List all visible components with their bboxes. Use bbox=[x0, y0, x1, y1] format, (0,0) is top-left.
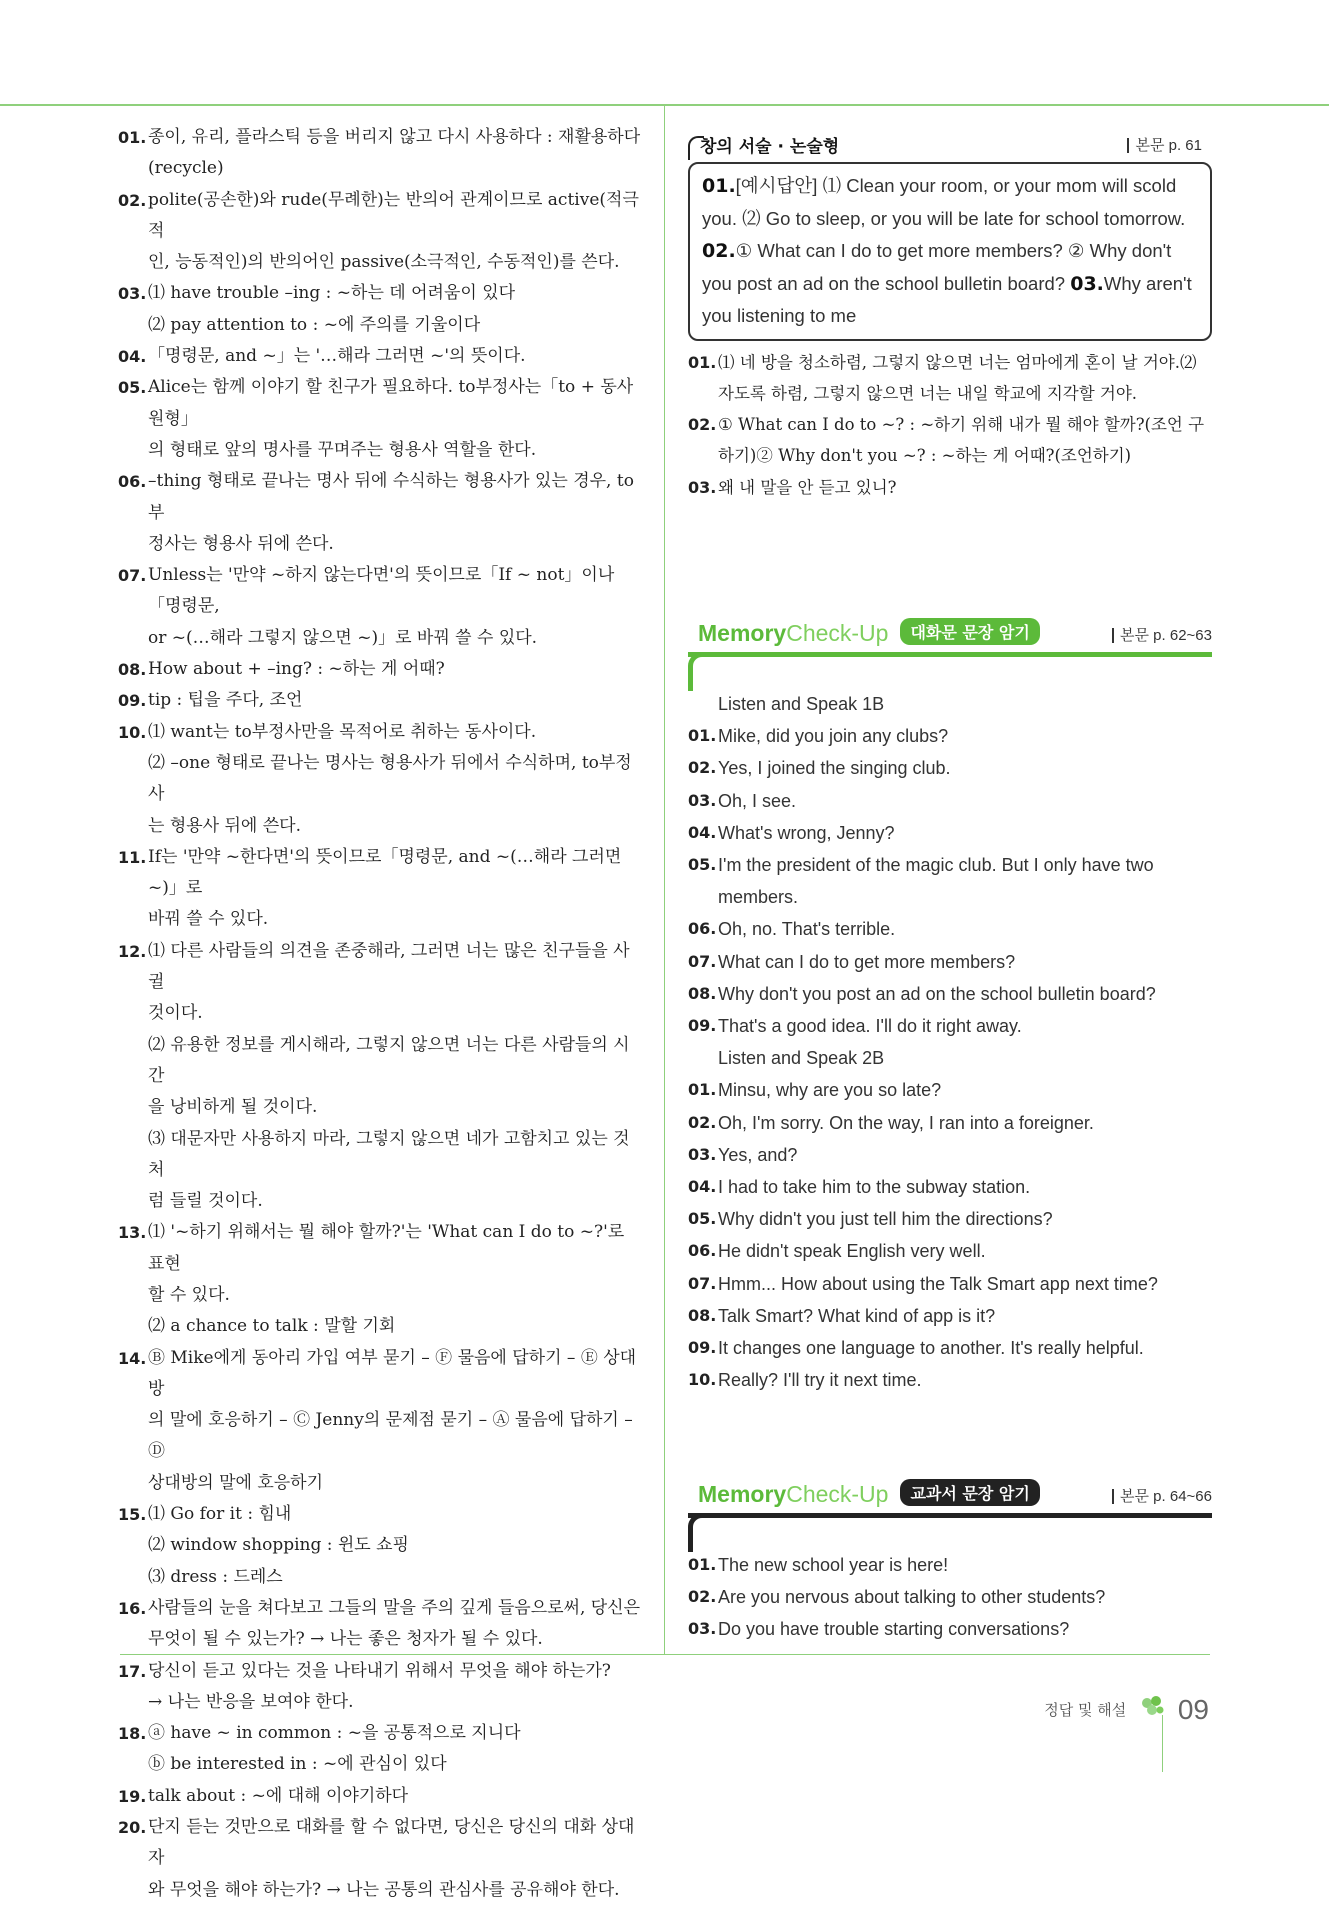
memory-header bbox=[688, 1471, 1212, 1527]
sentence-row bbox=[688, 785, 1212, 817]
sentence-text: I had to take him to the subway station. bbox=[718, 1177, 1031, 1198]
sentence-number: 04. bbox=[688, 822, 717, 842]
sentence-number: 06. bbox=[688, 1241, 717, 1261]
memory-pill: 대화문 문장 암기 bbox=[900, 618, 1039, 645]
answer-number: 03. bbox=[688, 477, 717, 497]
column-divider bbox=[664, 106, 665, 1654]
answer-item bbox=[118, 1217, 644, 1342]
sentence-number: 03. bbox=[688, 1619, 717, 1639]
answer-number: 07. bbox=[118, 566, 147, 586]
answer-line: → 나는 반응을 보여야 한다. bbox=[148, 1691, 354, 1712]
model-answer-box bbox=[688, 162, 1212, 341]
page-footer bbox=[1044, 1694, 1209, 1726]
answer-number: 08. bbox=[118, 660, 147, 680]
answer-line: 와 무엇을 해야 하는가? → 나는 공통의 관심사를 공유해야 한다. bbox=[148, 1879, 620, 1900]
answer-text: [예시답안] ⑴ Clean your room, or your mom will scold you. ⑵ Go to sleep, or you will be late for school tomorrow. bbox=[702, 175, 1186, 229]
answer-item bbox=[118, 1593, 644, 1656]
sentence-text: The new school year is here! bbox=[718, 1555, 949, 1575]
memory-hook bbox=[688, 1513, 705, 1552]
answer-line: –thing 형태로 끝나는 명사 뒤에 수식하는 형용사가 있는 경우, to부 bbox=[148, 471, 634, 523]
answer-line: 「명령문, and ~」는 '…해라 그러면 ~'의 뜻이다. bbox=[148, 346, 526, 367]
answer-line: ⑵ 자도록 하렴, 그렇지 않으면 너는 내일 학교에 지각할 거야. bbox=[718, 352, 1197, 403]
answer-number: 06. bbox=[118, 472, 147, 492]
sentence-text: Oh, no. That's terrible. bbox=[718, 919, 896, 940]
answer-line: ⑶ dress : 드레스 bbox=[148, 1566, 283, 1587]
sentence-text: Why don't you post an ad on the school bulletin board? bbox=[718, 983, 1156, 1004]
answer-line: 기) bbox=[733, 446, 757, 466]
answer-item bbox=[118, 341, 644, 372]
answer-line: or ~(…해라 그렇지 않으면 ~)」로 바꿔 쓸 수 있다. bbox=[148, 627, 538, 648]
answer-line: ⑴ 다른 사람들의 의견을 존중해라, 그러면 너는 많은 친구들을 사귈 bbox=[148, 940, 630, 993]
sentence-number: 08. bbox=[688, 1305, 717, 1325]
answer-number: 14. bbox=[118, 1348, 147, 1368]
answer-line: 의 말에 호응하기 – Ⓒ Jenny의 문제점 묻기 – Ⓐ 물음에 답하기 – Ⓓ bbox=[148, 1410, 633, 1462]
answer-number: 10. bbox=[118, 722, 147, 742]
sentence-row bbox=[688, 1074, 1212, 1106]
box-notes bbox=[688, 347, 1212, 503]
sentence-number: 02. bbox=[688, 1587, 717, 1607]
sentence-row bbox=[688, 1364, 1212, 1396]
sentence-row bbox=[688, 1332, 1212, 1364]
memory-list bbox=[688, 688, 1212, 1396]
answer-number: 05. bbox=[118, 378, 147, 398]
answer-line: ② Why don't you ~? : ~하는 게 어때?(조언하기) bbox=[756, 446, 1132, 466]
memory-checkup-textbook bbox=[688, 1471, 1212, 1646]
sentence-row bbox=[688, 720, 1212, 752]
memory-checkup-dialogue bbox=[688, 610, 1212, 1396]
answer-number: 18. bbox=[118, 1724, 147, 1744]
answer-line: talk about : ~에 대해 이야기하다 bbox=[148, 1785, 409, 1806]
answer-item bbox=[118, 1781, 644, 1812]
sentence-number: 02. bbox=[688, 1112, 717, 1132]
answer-line: ⓐ have ~ in common : ~을 공통적으로 지니다 bbox=[148, 1723, 521, 1744]
answer-line: ⑵ –one 형태로 끝나는 명사는 형용사가 뒤에서 수식하며, to부정사 bbox=[148, 752, 632, 805]
answer-line: 할 수 있다. bbox=[148, 1284, 230, 1305]
answer-line: 의 형태로 앞의 명사를 꾸며주는 형용사 역할을 한다. bbox=[148, 439, 537, 460]
sentence-number: 05. bbox=[688, 1209, 717, 1229]
answer-item bbox=[118, 122, 644, 185]
answer-line: 바꿔 쓸 수 있다. bbox=[148, 909, 269, 930]
sentence-row bbox=[688, 1613, 1212, 1645]
sentence-number: 10. bbox=[688, 1370, 717, 1390]
answer-number: 16. bbox=[118, 1598, 147, 1618]
sentence-number: 02. bbox=[688, 758, 717, 778]
answer-item bbox=[118, 372, 644, 466]
sentence-text: What can I do to get more members? bbox=[718, 951, 1016, 972]
answer-line: ⑵ 유용한 정보를 게시해라, 그렇지 않으면 너는 다른 사람들의 시간 bbox=[148, 1034, 630, 1086]
answer-number: 02. bbox=[118, 190, 147, 210]
page-number: 09 bbox=[1177, 1694, 1209, 1725]
memory-list bbox=[688, 1549, 1212, 1646]
answer-number: 11. bbox=[118, 847, 147, 867]
answer-line: tip : 팁을 주다, 조언 bbox=[148, 690, 303, 711]
sentence-row bbox=[688, 1010, 1212, 1042]
answer-line: ⑴ Go for it : 힘내 bbox=[148, 1504, 292, 1525]
answer-number: 20. bbox=[118, 1818, 147, 1838]
answer-item bbox=[118, 654, 644, 685]
sentence-text: It changes one language to another. It's really helpful. bbox=[718, 1338, 1144, 1359]
sentence-number: 05. bbox=[688, 855, 717, 875]
answer-item bbox=[118, 1499, 644, 1593]
sentence-row bbox=[688, 1171, 1212, 1203]
sentence-number: 07. bbox=[688, 1273, 717, 1293]
answer-line: 당신이 듣고 있다는 것을 나타내기 위해서 무엇을 해야 하는가? bbox=[148, 1660, 611, 1681]
sentence-row bbox=[688, 1139, 1212, 1171]
sentence-number: 01. bbox=[688, 1080, 717, 1100]
answer-item bbox=[118, 466, 644, 560]
memory-hook bbox=[688, 652, 705, 691]
sentence-text: Really? I'll try it next time. bbox=[718, 1370, 922, 1391]
sentence-text: Hmm... How about using the Talk Smart app next time? bbox=[718, 1273, 1158, 1294]
sentence-row bbox=[688, 1235, 1212, 1267]
answer-line: 무엇이 될 수 있는가? → 나는 좋은 청자가 될 수 있다. bbox=[148, 1629, 543, 1650]
answer-line: (recycle) bbox=[148, 158, 224, 179]
answer-line: 럼 들릴 것이다. bbox=[148, 1191, 263, 1212]
sentence-text: Minsu, why are you so late? bbox=[718, 1080, 942, 1101]
memory-logo-light: Check-Up bbox=[786, 620, 889, 646]
answer-number: 09. bbox=[118, 691, 147, 711]
answer-number: 01. bbox=[118, 128, 147, 147]
sentence-number: 04. bbox=[688, 1177, 717, 1197]
memory-logo-light: Check-Up bbox=[786, 1481, 889, 1507]
answer-number: 03. bbox=[1070, 272, 1104, 295]
sentence-row bbox=[688, 1268, 1212, 1300]
answer-line: ① What can I do to ~? : ~하기 위해 내가 뭘 해야 할까?(조언 구하 bbox=[718, 415, 1205, 466]
answer-item bbox=[118, 185, 644, 279]
sentence-row bbox=[688, 1581, 1212, 1613]
answer-line: ⑴ '~하기 위해서는 뭘 해야 할까?'는 'What can I do to ~?'로 표현 bbox=[148, 1222, 625, 1274]
answer-line: 인, 능동적인)의 반의어인 passive(소극적인, 수동적인)를 쓴다. bbox=[148, 252, 620, 273]
sentence-row bbox=[688, 913, 1212, 945]
footer-vine bbox=[1162, 1715, 1163, 1772]
memory-logo-bold: Memory bbox=[698, 620, 787, 646]
sentence-number: 03. bbox=[688, 1144, 717, 1164]
answer-line: 을 낭비하게 될 것이다. bbox=[148, 1097, 318, 1118]
answer-item bbox=[118, 842, 644, 936]
answer-line: 종이, 유리, 플라스틱 등을 버리지 않고 다시 사용하다 : 재활용하다 bbox=[148, 127, 641, 147]
answer-line: ⑴ have trouble –ing : ~하는 데 어려움이 있다 bbox=[148, 283, 516, 304]
answer-number: 01. bbox=[688, 352, 717, 372]
answer-line: 상대방의 말에 호응하기 bbox=[148, 1472, 324, 1493]
answer-line: ⑴ want는 to부정사만을 목적어로 취하는 동사이다. bbox=[148, 721, 537, 742]
answer-line: ⑴ 네 방을 청소하렴, 그렇지 않으면 너는 엄마에게 혼이 날 거야. bbox=[718, 352, 1180, 372]
answer-line: polite(공손한)와 rude(무례한)는 반의어 관계이므로 active(적극적 bbox=[148, 189, 639, 241]
sentence-row bbox=[688, 1300, 1212, 1332]
sentence-row bbox=[688, 752, 1212, 784]
sentence-number: 09. bbox=[688, 1338, 717, 1358]
answer-number: 19. bbox=[118, 1786, 147, 1806]
answer-item bbox=[118, 1656, 644, 1719]
answer-line: ⑵ window shopping : 윈도 쇼핑 bbox=[148, 1535, 409, 1556]
sentence-text: Oh, I'm sorry. On the way, I ran into a foreigner. bbox=[718, 1112, 1094, 1133]
answer-line: 는 형용사 뒤에 쓴다. bbox=[148, 815, 301, 836]
sentence-row bbox=[688, 1107, 1212, 1139]
answer-number: 12. bbox=[118, 941, 147, 961]
answer-line: 것이다. bbox=[148, 1003, 203, 1024]
right-column bbox=[688, 130, 1212, 1640]
creative-writing-header bbox=[688, 130, 1212, 160]
answer-item bbox=[118, 1812, 644, 1906]
answer-line: ⑵ pay attention to : ~에 주의를 기울이다 bbox=[148, 314, 481, 335]
answer-number: 04. bbox=[118, 347, 147, 367]
page-reference: 본문 p. 61 bbox=[1127, 138, 1202, 153]
answer-item bbox=[688, 409, 1212, 472]
answer-line: 사람들의 눈을 쳐다보고 그들의 말을 주의 깊게 들음으로써, 당신은 bbox=[148, 1597, 641, 1618]
answer-text: ① What can I do to get more members? ② Why don't you post an ad on the school bulletin board? bbox=[702, 240, 1172, 294]
answer-item bbox=[118, 685, 644, 716]
memory-logo bbox=[698, 1479, 1040, 1508]
page-reference: 본문 p. 62~63 bbox=[1112, 628, 1212, 643]
answer-line: How about + –ing? : ~하는 게 어때? bbox=[148, 659, 445, 680]
answer-item bbox=[688, 472, 1212, 503]
page-reference: 본문 p. 64~66 bbox=[1112, 1489, 1212, 1504]
sentence-text: Oh, I see. bbox=[718, 790, 797, 811]
memory-header bbox=[688, 610, 1212, 666]
sentence-number: 08. bbox=[688, 983, 717, 1003]
answer-item bbox=[688, 347, 1212, 410]
memory-pill: 교과서 문장 암기 bbox=[900, 1479, 1039, 1506]
answer-item bbox=[118, 717, 644, 842]
sentence-row bbox=[688, 1549, 1212, 1581]
answer-number: 02. bbox=[702, 240, 736, 262]
answer-number: 15. bbox=[118, 1505, 147, 1525]
sentence-number: 03. bbox=[688, 790, 717, 810]
answer-line: If는 '만약 ~한다면'의 뜻이므로「명령문, and ~(…해라 그러면 ~)」로 bbox=[148, 846, 622, 899]
answer-line: 왜 내 말을 안 듣고 있니? bbox=[718, 477, 897, 497]
sentence-row bbox=[688, 978, 1212, 1010]
creative-writing-title: 창의 서술 · 논술형 bbox=[700, 137, 840, 157]
sentence-text: Mike, did you join any clubs? bbox=[718, 726, 949, 747]
answer-explanations-column bbox=[118, 122, 644, 1906]
sentence-text: Do you have trouble starting conversations? bbox=[718, 1619, 1070, 1640]
sentence-number: 09. bbox=[688, 1016, 717, 1036]
answer-line: 단지 듣는 것만으로 대화를 할 수 없다면, 당신은 당신의 대화 상대자 bbox=[148, 1817, 635, 1869]
answer-number: 01. bbox=[702, 175, 736, 197]
sentence-number: 01. bbox=[688, 726, 717, 746]
sentence-text: What's wrong, Jenny? bbox=[718, 822, 895, 843]
answer-item bbox=[118, 1343, 644, 1499]
answer-line: Alice는 함께 이야기 할 친구가 필요하다. to부정사는「to + 동사원형」 bbox=[148, 377, 634, 429]
answer-item bbox=[118, 936, 644, 1218]
memory-logo bbox=[698, 618, 1040, 647]
answer-item bbox=[118, 1718, 644, 1781]
answer-item bbox=[118, 560, 644, 654]
section-heading: Listen and Speak 2B bbox=[718, 1048, 885, 1069]
answer-item bbox=[118, 278, 644, 341]
sentence-text: Why didn't you just tell him the directions? bbox=[718, 1209, 1053, 1230]
memory-bar bbox=[688, 1513, 1212, 1518]
answer-number: 17. bbox=[118, 1661, 147, 1681]
answer-number: 03. bbox=[118, 284, 147, 304]
memory-logo-bold: Memory bbox=[698, 1481, 787, 1507]
memory-bar bbox=[688, 652, 1212, 657]
sentence-text: Talk Smart? What kind of app is it? bbox=[718, 1305, 996, 1326]
sentence-number: 07. bbox=[688, 951, 717, 971]
sentence-number: 01. bbox=[688, 1555, 717, 1574]
answer-number: 13. bbox=[118, 1223, 147, 1243]
answer-line: ⓑ be interested in : ~에 관심이 있다 bbox=[148, 1754, 447, 1775]
answer-number: 02. bbox=[688, 415, 717, 435]
section-heading: Listen and Speak 1B bbox=[718, 694, 885, 714]
answer-line: 정사는 형용사 뒤에 쓴다. bbox=[148, 533, 334, 554]
sentence-row bbox=[688, 946, 1212, 978]
sentence-row bbox=[688, 817, 1212, 849]
answer-line: Ⓑ Mike에게 동아리 가입 여부 묻기 – Ⓕ 물음에 답하기 – Ⓔ 상대방 bbox=[148, 1347, 637, 1399]
sentence-row bbox=[688, 849, 1212, 913]
footer-label: 정답 및 해설 bbox=[1044, 1701, 1127, 1719]
answer-line: Unless는 '만약 ~하지 않는다면'의 뜻이므로「If ~ not」이나「명령문, bbox=[148, 565, 615, 617]
sentence-text: Yes, I joined the singing club. bbox=[718, 758, 951, 779]
answer-text: Why aren't you listening to me bbox=[702, 272, 1192, 326]
sentence-text: He didn't speak English very well. bbox=[718, 1241, 986, 1262]
sentence-text: Are you nervous about talking to other students? bbox=[718, 1587, 1106, 1608]
sentence-text: Yes, and? bbox=[718, 1144, 798, 1165]
sentence-text: I'm the president of the magic club. But I only have two members. bbox=[718, 855, 1154, 908]
answer-line: ⑵ a chance to talk : 말할 기회 bbox=[148, 1316, 396, 1337]
sentence-row bbox=[688, 1203, 1212, 1235]
sentence-number: 06. bbox=[688, 919, 717, 939]
sentence-text: That's a good idea. I'll do it right away. bbox=[718, 1016, 1022, 1037]
answer-line: ⑶ 대문자만 사용하지 마라, 그렇지 않으면 네가 고함치고 있는 것처 bbox=[148, 1128, 630, 1180]
